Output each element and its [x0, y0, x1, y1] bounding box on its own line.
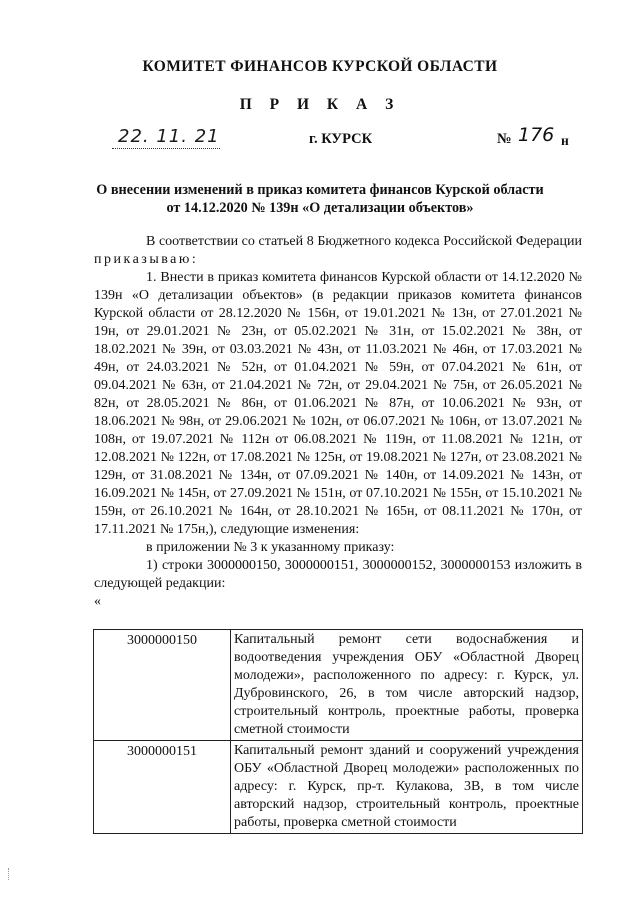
preamble-paragraph — [94, 233, 582, 269]
number-suffix: н — [561, 133, 569, 148]
objects-table-wrapper — [93, 629, 583, 834]
table-cell-code: 3000000151 — [94, 741, 231, 834]
objects-table — [93, 629, 583, 834]
appendix-paragraph: в приложении № 3 к указанному приказу: — [146, 540, 395, 555]
city-label: г. КУРСК — [309, 131, 373, 147]
handwritten-date: 22. 11. 21 — [118, 126, 220, 147]
date-underline — [112, 148, 220, 150]
order-body — [94, 233, 582, 611]
table-cell-description: Капитальный ремонт зданий и сооружений учреждения ОБУ «Областной Дворец молодежи» расположенных по адресу: г. Курск, пр-т. Кулакова, 3В, в том числе авторский надзор, строительный контроль, проектные работы, проверка сметной стоимости — [231, 741, 583, 834]
order-title: П Р И К А З — [239, 96, 401, 113]
item-1-paragraph: 1. Внести в приказ комитета финансов Курской области от 14.12.2020 № 139н «О детализации объектов» (в редакции приказов комитета финансов Курской области от 28.12.2020 № 156н, от 19.01.2021 № 13н, от 27.01.2021 № 19н, от 29.01.2021 № 23н, от 05.02.2021 № 31н, от 15.02.2021 № 38н, от 18.02.2021 № 39н, от 03.03.2021 № 43н, от 11.03.2021 № 46н, от 17.03.2021 № 49н, от 24.03.2021 № 52н, от 01.04.2021 № 59н, от 07.04.2021 № 61н, от 09.04.2021 № 63н, от 21.04.2021 № 72н, от 29.04.2021 № 75н, от 26.05.2021 № 82н, от 28.05.2021 № 86н, от 01.06.2021 № 87н, от 10.06.2021 № 93н, от 18.06.2021 № 98н, от 29.06.2021 № 102н, от 06.07.2021 № 106н, от 13.07.2021 № 108н, от 19.07.2021 № 112н от 06.08.2021 № 119н, от 11.08.2021 № 121н, от 12.08.2021 № 122н, от 17.08.2021 № 125н, от 19.08.2021 № 127н, от 23.08.2021 № 129н, от 31.08.2021 № 134н, от 07.09.2021 № 140н, от 14.09.2021 № 143н, от 16.09.2021 № 145н, от 27.09.2021 № 151н, от 07.10.2021 № 155н, от 15.10.2021 № 159н, от 26.10.2021 № 164н, от 28.10.2021 № 165н, от 08.11.2021 № 170н, от 17.11.2021 № 175н,), следующие изменения: — [94, 270, 582, 537]
order-subject — [80, 181, 560, 217]
scan-margin-mark — [8, 868, 10, 880]
handwritten-number: 176 — [518, 124, 555, 146]
open-quote: « — [94, 594, 101, 609]
subitem-1-paragraph: 1) строки 3000000150, 3000000151, 3000000152, 3000000153 изложить в следующей редакции: — [94, 558, 582, 591]
prikazyvayu-word: приказываю: — [94, 252, 199, 267]
subject-line-1: О внесении изменений в приказ комитета финансов Курской области — [96, 182, 544, 198]
preamble-text: В соответствии со статьей 8 Бюджетного кодекса Российской Федерации — [146, 234, 582, 249]
table-cell-description: Капитальный ремонт сети водоснабжения и водоотведения учреждения ОБУ «Областной Дворец молодежи», расположенного по адресу: г. Курск, ул. Дубровинского, 26, в том числе авторский надзор, строительный контроль, проектные работы, проверка сметной стоимости — [231, 630, 583, 741]
table-cell-code: 3000000150 — [94, 630, 231, 741]
committee-heading: КОМИТЕТ ФИНАНСОВ КУРСКОЙ ОБЛАСТИ — [142, 58, 498, 75]
table-row — [94, 630, 583, 741]
table-row — [94, 741, 583, 834]
subject-line-2: от 14.12.2020 № 139н «О детализации объектов» — [166, 200, 474, 216]
number-sign: № — [497, 131, 512, 147]
